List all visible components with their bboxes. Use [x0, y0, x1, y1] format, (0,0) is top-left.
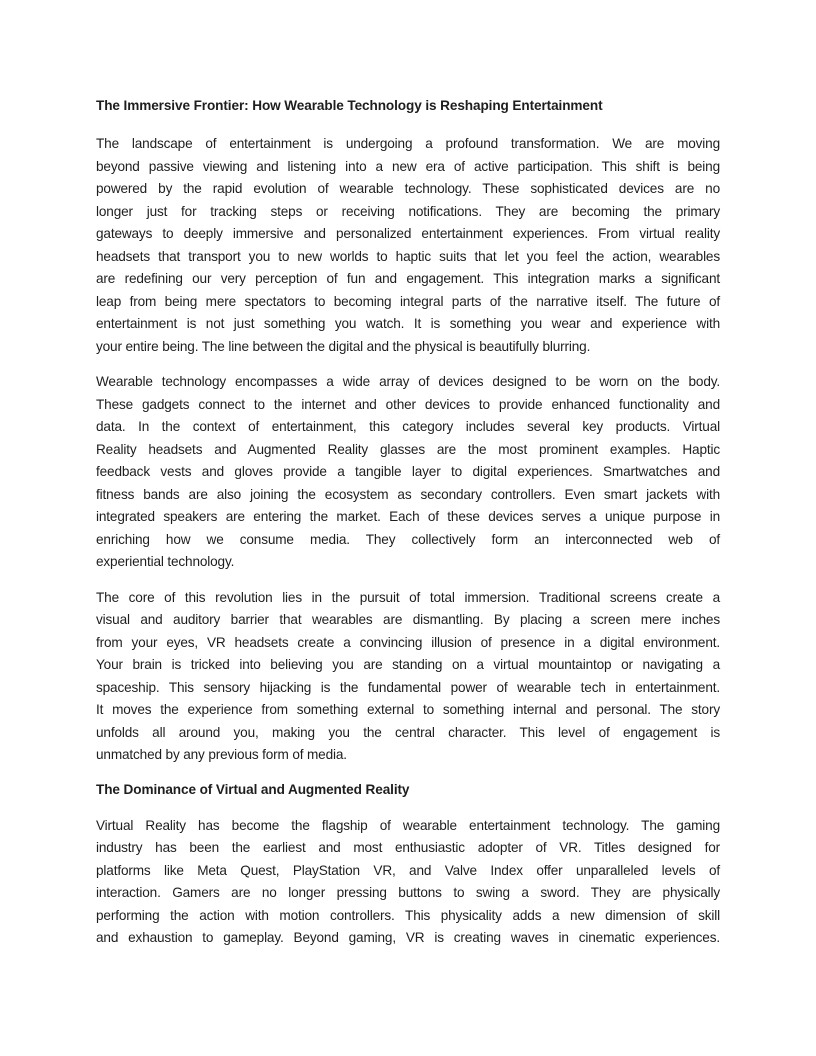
- text-line: It moves the experience from something external to something internal and personal. The story: [96, 702, 720, 717]
- paragraph: [96, 815, 720, 950]
- text-line: your entire being. The line between the digital and the physical is beautifully blurring.: [96, 338, 591, 354]
- text-line: headsets that transport you to new worlds to haptic suits that let you feel the action, wearables: [96, 248, 720, 264]
- document-title: The Immersive Frontier: How Wearable Technology is Reshaping Entertainment: [96, 98, 603, 113]
- text-line: Your brain is tricked into believing you are standing on a virtual mountaintop or navigating a: [96, 657, 720, 672]
- text-line: entertainment is not just something you watch. It is something you wear and experience with: [96, 316, 720, 331]
- section-vr-ar: [96, 815, 720, 950]
- text-line: leap from being mere spectators to becoming integral parts of the narrative itself. The future of: [96, 293, 720, 309]
- text-line: unmatched by any previous form of media.: [96, 747, 347, 762]
- text-line: experiential technology.: [96, 554, 235, 569]
- text-line: unfolds all around you, making you the central character. This level of engagement is: [96, 724, 720, 740]
- text-line: integrated speakers are entering the market. Each of these devices serves a unique purpose in: [96, 509, 720, 524]
- text-line: and exhaustion to gameplay. Beyond gaming, VR is creating waves in cinematic experiences.: [96, 930, 720, 945]
- section-heading: The Dominance of Virtual and Augmented Reality: [96, 781, 410, 797]
- text-line: Wearable technology encompasses a wide array of devices designed to be worn on the body.: [96, 374, 720, 389]
- text-line: performing the action with motion controllers. This physicality adds a new dimension of skill: [96, 907, 720, 923]
- text-line: interaction. Gamers are no longer pressing buttons to swing a sword. They are physically: [96, 885, 720, 900]
- text-line: fitness bands are also joining the ecosystem as secondary controllers. Even smart jackets with: [96, 486, 720, 502]
- document-page: [96, 96, 720, 963]
- text-line: Virtual Reality has become the flagship of wearable entertainment technology. The gaming: [96, 817, 720, 833]
- text-line: visual and auditory barrier that wearables are dismantling. By placing a screen mere inches: [96, 612, 720, 627]
- section-intro: [96, 133, 720, 767]
- text-line: These gadgets connect to the internet and other devices to provide enhanced functionality and: [96, 396, 720, 412]
- text-line: The landscape of entertainment is undergoing a profound transformation. We are moving: [96, 136, 720, 151]
- text-line: feedback vests and gloves provide a tangible layer to digital experiences. Smartwatches and: [96, 464, 720, 479]
- text-line: platforms like Meta Quest, PlayStation VR, and Valve Index offer unparalleled levels of: [96, 862, 720, 878]
- text-line: enriching how we consume media. They collectively form an interconnected web of: [96, 531, 720, 547]
- paragraph: [96, 371, 720, 574]
- text-line: from your eyes, VR headsets create a convincing illusion of presence in a digital environment.: [96, 634, 720, 650]
- text-line: beyond passive viewing and listening into a new era of active participation. This shift is being: [96, 158, 720, 174]
- text-line: are redefining our very perception of fun and engagement. This integration marks a significant: [96, 271, 720, 286]
- text-line: data. In the context of entertainment, this category includes several key products. Virtual: [96, 419, 720, 434]
- text-line: gateways to deeply immersive and personalized entertainment experiences. From virtual reality: [96, 226, 720, 241]
- text-line: industry has been the earliest and most enthusiastic adopter of VR. Titles designed for: [96, 840, 720, 855]
- text-line: Reality headsets and Augmented Reality glasses are the most prominent examples. Haptic: [96, 441, 720, 457]
- paragraph: [96, 587, 720, 767]
- text-line: spaceship. This sensory hijacking is the fundamental power of wearable tech in entertainment.: [96, 679, 720, 695]
- text-line: The core of this revolution lies in the pursuit of total immersion. Traditional screens create a: [96, 589, 720, 605]
- text-line: longer just for tracking steps or receiving notifications. They are becoming the primary: [96, 203, 720, 219]
- text-line: powered by the rapid evolution of wearable technology. These sophisticated devices are no: [96, 181, 720, 196]
- paragraph: [96, 133, 720, 358]
